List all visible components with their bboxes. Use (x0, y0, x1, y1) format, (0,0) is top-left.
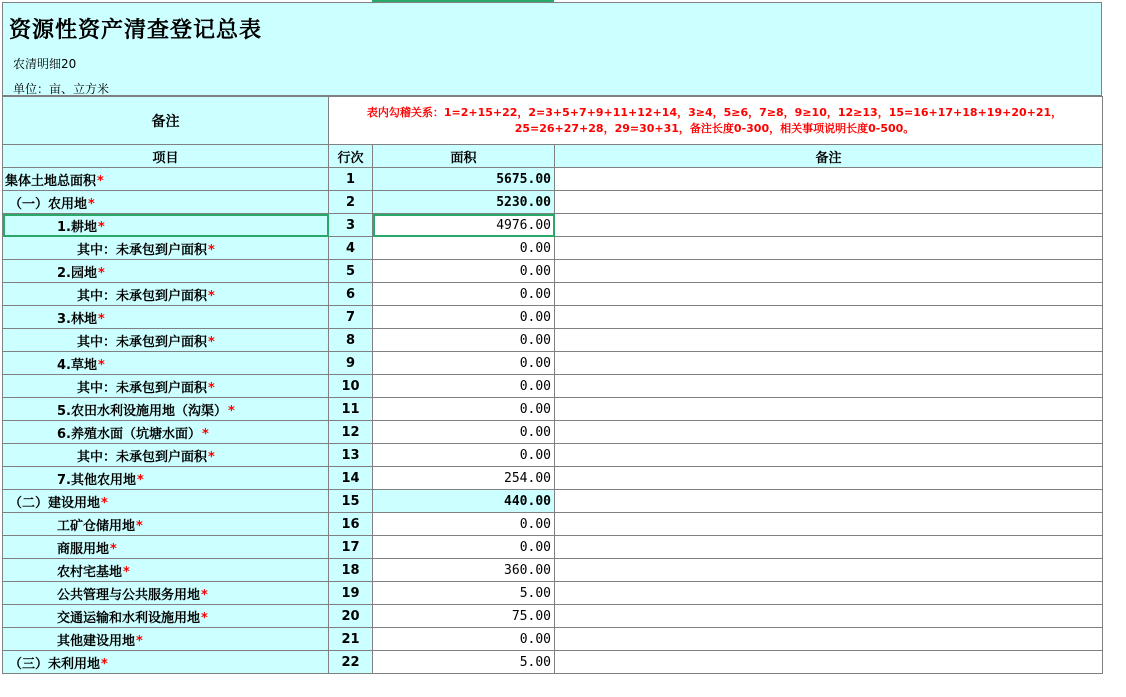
row-line-number: 12 (329, 421, 373, 444)
column-header-row (3, 145, 1103, 168)
row-line-number: 9 (329, 352, 373, 375)
row-label-cell[interactable] (3, 467, 329, 490)
table-row (3, 490, 1103, 513)
remark-cell[interactable] (555, 283, 1103, 306)
row-label-cell[interactable] (3, 444, 329, 467)
area-cell[interactable]: 0.00 (373, 260, 555, 283)
table-row (3, 306, 1103, 329)
required-mark: * (208, 288, 215, 304)
required-mark: * (201, 426, 209, 442)
area-cell[interactable]: 0.00 (373, 444, 555, 467)
table-row (3, 421, 1103, 444)
table-row (3, 559, 1103, 582)
row-line-number: 22 (329, 651, 373, 674)
row-line-number: 20 (329, 605, 373, 628)
row-label-cell[interactable] (3, 513, 329, 536)
area-cell[interactable]: 4976.00 (373, 214, 555, 237)
remark-cell[interactable] (555, 490, 1103, 513)
table-row (3, 628, 1103, 651)
area-cell[interactable]: 0.00 (373, 628, 555, 651)
remark-cell[interactable] (555, 582, 1103, 605)
area-cell[interactable]: 75.00 (373, 605, 555, 628)
area-cell[interactable]: 0.00 (373, 329, 555, 352)
row-label-cell[interactable] (3, 191, 329, 214)
required-mark: * (88, 196, 95, 212)
sheet-header (2, 2, 1102, 96)
required-mark: * (201, 610, 208, 626)
row-label: 其中：未承包到户面积 (77, 334, 208, 350)
remark-cell[interactable] (555, 168, 1103, 191)
row-line-number: 17 (329, 536, 373, 559)
remark-cell[interactable] (555, 628, 1103, 651)
note-label: 备注 (3, 97, 329, 145)
remark-cell[interactable] (555, 306, 1103, 329)
row-line-number: 18 (329, 559, 373, 582)
area-cell[interactable]: 0.00 (373, 513, 555, 536)
required-mark: * (136, 518, 143, 534)
table-row (3, 467, 1103, 490)
row-label: 2.园地 (57, 265, 97, 281)
remark-cell[interactable] (555, 513, 1103, 536)
row-label-cell[interactable] (3, 237, 329, 260)
remark-cell[interactable] (555, 651, 1103, 674)
area-cell[interactable]: 0.00 (373, 306, 555, 329)
row-label-cell[interactable] (3, 283, 329, 306)
table-row (3, 168, 1103, 191)
table-row (3, 513, 1103, 536)
area-cell[interactable]: 5675.00 (373, 168, 555, 191)
remark-cell[interactable] (555, 214, 1103, 237)
table-row (3, 398, 1103, 421)
row-label-cell[interactable] (3, 605, 329, 628)
remark-cell[interactable] (555, 375, 1103, 398)
column-header-item: 项目 (3, 145, 329, 168)
remark-cell[interactable] (555, 260, 1103, 283)
row-label: 其中：未承包到户面积 (77, 380, 208, 396)
row-label-cell[interactable] (3, 168, 329, 191)
remark-cell[interactable] (555, 352, 1103, 375)
sheet-title: 资源性资产清查登记总表 (9, 18, 263, 43)
remark-cell[interactable] (555, 398, 1103, 421)
row-label-cell[interactable] (3, 559, 329, 582)
required-mark: * (208, 449, 215, 465)
sheet-subtitle: 农清明细20 (13, 57, 77, 71)
table-row (3, 329, 1103, 352)
required-mark: * (101, 656, 108, 672)
row-line-number: 6 (329, 283, 373, 306)
row-label: （三）未利用地 (9, 656, 101, 672)
table-row (3, 444, 1103, 467)
row-line-number: 3 (329, 214, 373, 237)
row-line-number: 14 (329, 467, 373, 490)
required-mark: * (208, 380, 215, 396)
remark-cell[interactable] (555, 191, 1103, 214)
row-label: 交通运输和水利设施用地 (57, 610, 201, 626)
area-cell[interactable]: 0.00 (373, 283, 555, 306)
row-label-cell[interactable] (3, 490, 329, 513)
table-row (3, 214, 1103, 237)
area-cell[interactable]: 0.00 (373, 421, 555, 444)
row-label: 7.其他农用地 (57, 472, 136, 488)
row-label-cell[interactable] (3, 306, 329, 329)
row-label: 其中：未承包到户面积 (77, 242, 208, 258)
row-label-cell[interactable] (3, 582, 329, 605)
remark-cell[interactable] (555, 329, 1103, 352)
table-row (3, 375, 1103, 398)
row-line-number: 13 (329, 444, 373, 467)
row-label: 5.农田水利设施用地（沟渠） (57, 403, 227, 419)
area-cell[interactable]: 360.00 (373, 559, 555, 582)
required-mark: * (97, 219, 105, 235)
row-label: 1.耕地 (57, 219, 97, 235)
row-label-cell[interactable] (3, 329, 329, 352)
remark-cell[interactable] (555, 536, 1103, 559)
remark-cell[interactable] (555, 444, 1103, 467)
row-label-cell[interactable] (3, 421, 329, 444)
table-row (3, 237, 1103, 260)
row-label: 工矿仓储用地 (57, 518, 136, 534)
row-label: （二）建设用地 (9, 495, 101, 511)
remark-cell[interactable] (555, 237, 1103, 260)
area-cell[interactable]: 0.00 (373, 237, 555, 260)
row-line-number: 5 (329, 260, 373, 283)
row-line-number: 16 (329, 513, 373, 536)
required-mark: * (97, 357, 105, 373)
row-line-number: 1 (329, 168, 373, 191)
row-label: 其中：未承包到户面积 (77, 288, 208, 304)
formula-note: 表内勾稽关系：1=2+15+22，2=3+5+7+9+11+12+14，3≥4，5≥6，7≥8，9≥10，12≥13，15=16+17+18+19+20+21，25=26+27+28，29=30+31，备注长度0-300，相关事项说明长度0-500。 (329, 97, 1103, 145)
table-row (3, 283, 1103, 306)
row-label-cell[interactable] (3, 214, 329, 237)
row-label: 集体土地总面积 (5, 173, 97, 189)
table-row (3, 260, 1103, 283)
row-line-number: 10 (329, 375, 373, 398)
table-row (3, 605, 1103, 628)
remark-cell[interactable] (555, 559, 1103, 582)
row-label-cell[interactable] (3, 628, 329, 651)
row-label-cell[interactable] (3, 375, 329, 398)
table-row (3, 651, 1103, 674)
table-row (3, 536, 1103, 559)
row-label: 公共管理与公共服务用地 (57, 587, 201, 603)
required-mark: * (97, 265, 105, 281)
remark-cell[interactable] (555, 467, 1103, 490)
area-cell[interactable]: 5.00 (373, 582, 555, 605)
row-label: （一）农用地 (9, 196, 88, 212)
row-label-cell[interactable] (3, 260, 329, 283)
required-mark: * (208, 334, 215, 350)
required-mark: * (97, 173, 104, 189)
column-header-area: 面积 (373, 145, 555, 168)
required-mark: * (136, 472, 144, 488)
unit-label: 单位：亩、立方米 (13, 82, 110, 96)
row-label-cell[interactable] (3, 651, 329, 674)
row-label: 其中：未承包到户面积 (77, 449, 208, 465)
row-label-cell[interactable] (3, 536, 329, 559)
column-header-remark: 备注 (555, 145, 1103, 168)
row-line-number: 8 (329, 329, 373, 352)
row-label: 其他建设用地 (57, 633, 136, 649)
remark-cell[interactable] (555, 605, 1103, 628)
row-line-number: 21 (329, 628, 373, 651)
row-label: 4.草地 (57, 357, 97, 373)
asset-table (2, 96, 1103, 674)
area-cell[interactable]: 5230.00 (373, 191, 555, 214)
row-line-number: 7 (329, 306, 373, 329)
required-mark: * (110, 541, 117, 557)
row-label: 商服用地 (57, 541, 110, 557)
row-line-number: 4 (329, 237, 373, 260)
required-mark: * (123, 564, 130, 580)
row-line-number: 19 (329, 582, 373, 605)
area-cell[interactable]: 254.00 (373, 467, 555, 490)
required-mark: * (101, 495, 108, 511)
row-label: 3.林地 (57, 311, 97, 327)
required-mark: * (136, 633, 143, 649)
row-line-number: 15 (329, 490, 373, 513)
row-label-cell[interactable] (3, 352, 329, 375)
table-row (3, 582, 1103, 605)
remark-cell[interactable] (555, 421, 1103, 444)
required-mark: * (97, 311, 105, 327)
area-cell[interactable]: 0.00 (373, 352, 555, 375)
required-mark: * (227, 403, 235, 419)
note-row (3, 97, 1103, 145)
table-row (3, 352, 1103, 375)
row-label-cell[interactable] (3, 398, 329, 421)
area-cell[interactable]: 5.00 (373, 651, 555, 674)
row-label: 6.养殖水面（坑塘水面） (57, 426, 201, 442)
row-line-number: 2 (329, 191, 373, 214)
column-header-line: 行次 (329, 145, 373, 168)
required-mark: * (208, 242, 215, 258)
area-cell[interactable]: 0.00 (373, 536, 555, 559)
row-line-number: 11 (329, 398, 373, 421)
table-row (3, 191, 1103, 214)
required-mark: * (201, 587, 208, 603)
row-label: 农村宅基地 (57, 564, 123, 580)
area-cell[interactable]: 440.00 (373, 490, 555, 513)
area-cell[interactable]: 0.00 (373, 375, 555, 398)
area-cell[interactable]: 0.00 (373, 398, 555, 421)
